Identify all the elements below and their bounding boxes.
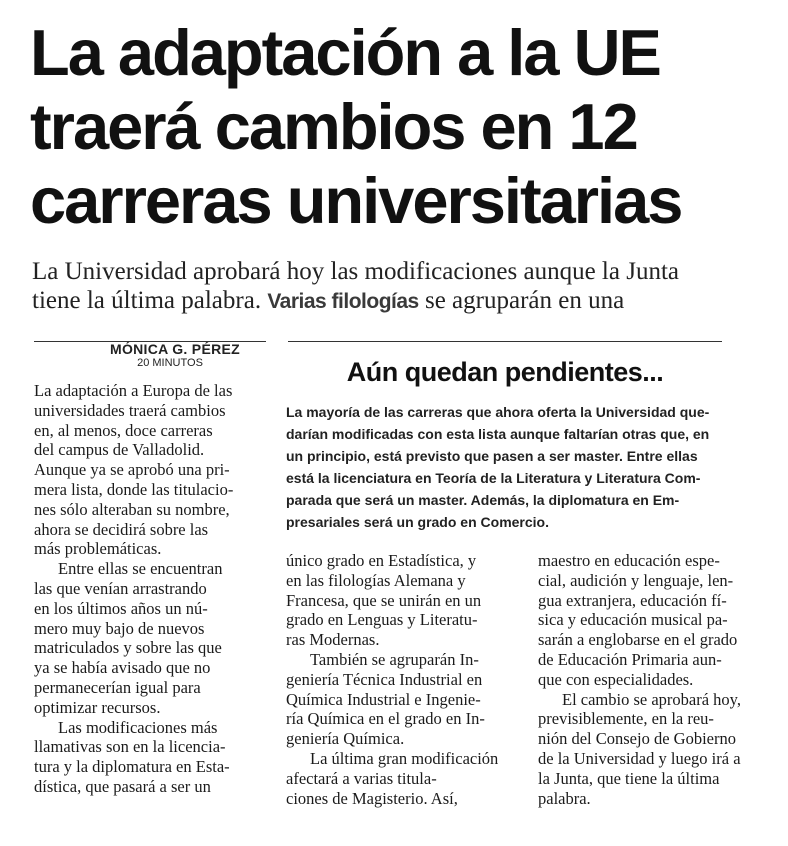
text-line: Las modificaciones más bbox=[58, 717, 218, 737]
body-column-2 bbox=[286, 551, 518, 808]
headline-line: carreras universitarias bbox=[30, 164, 682, 237]
text-line: grado en Lenguas y Literatu- bbox=[286, 610, 478, 630]
text-line: El cambio se aprobará hoy, bbox=[562, 689, 741, 709]
text-line: ya se había avisado que no bbox=[34, 658, 211, 678]
sidebar-line: está la licenciatura en Teoría de la Literatura y Literatura Com- bbox=[286, 470, 701, 486]
body-column-3 bbox=[538, 551, 774, 808]
sidebar-line: un principio, está previsto que pasen a ser master. Entre ellas bbox=[286, 448, 698, 464]
text-line: geniería Química. bbox=[286, 729, 405, 749]
sidebar-line: parada que será un master. Además, la diplomatura en Em- bbox=[286, 492, 680, 508]
headline-line: La adaptación a la UE bbox=[30, 16, 660, 89]
byline bbox=[34, 341, 266, 370]
text-line: único grado en Estadística, y bbox=[286, 551, 477, 570]
subhead-line-1: La Universidad aprobará hoy las modificaciones aunque la Junta bbox=[32, 258, 679, 285]
headline-line: traerá cambios en 12 bbox=[30, 90, 637, 163]
text-line: sica y educación musical pa- bbox=[538, 610, 728, 630]
body-column-1 bbox=[34, 381, 266, 797]
text-line: ría Química en el grado en In- bbox=[286, 709, 485, 729]
text-line: Aunque ya se aprobó una pri- bbox=[34, 460, 230, 480]
text-line: las que venían arrastrando bbox=[34, 578, 207, 598]
text-line: Entre ellas se encuentran bbox=[58, 559, 223, 579]
text-line: que con especialidades. bbox=[538, 669, 694, 689]
text-line: nes sólo alteraban su nombre, bbox=[34, 499, 230, 519]
text-line: afectará a varias titula- bbox=[286, 768, 437, 788]
text-line: llamativas son en la licencia- bbox=[34, 737, 226, 757]
text-line: universidades traerá cambios bbox=[34, 400, 226, 420]
text-line: nión del Consejo de Gobierno bbox=[538, 729, 736, 749]
text-line: previsiblemente, en la reu- bbox=[538, 709, 714, 729]
text-line: dística, que pasará a ser un bbox=[34, 776, 211, 796]
text-line: más problemáticas. bbox=[34, 539, 162, 559]
text-line: de Educación Primaria aun- bbox=[538, 649, 722, 669]
byline-source: 20 MINUTOS bbox=[137, 357, 203, 369]
subhead-highlight: Varias filologías bbox=[267, 290, 419, 313]
text-line: gua extranjera, educación fí- bbox=[538, 590, 727, 610]
text-line: ahora se decidirá sobre las bbox=[34, 519, 209, 539]
byline-author: MÓNICA G. PÉREZ bbox=[110, 341, 240, 357]
sidebar-line: La mayoría de las carreras que ahora oferta la Universidad que- bbox=[286, 404, 710, 420]
text-line: de la Universidad y luego irá a bbox=[538, 748, 741, 768]
text-line: en las filologías Alemana y bbox=[286, 570, 466, 590]
sidebar-line: presariales será un grado en Comercio. bbox=[286, 514, 549, 530]
text-line: sarán a englobarse en el grado bbox=[538, 630, 738, 650]
text-line: ciones de Magisterio. Así, bbox=[286, 788, 458, 808]
text-line: Química Industrial e Ingenie- bbox=[286, 689, 481, 709]
text-line: cial, audición y lenguaje, len- bbox=[538, 570, 734, 590]
headline bbox=[30, 16, 780, 238]
sidebar-divider bbox=[288, 341, 722, 342]
subhead-line-2 bbox=[32, 286, 772, 316]
text-line: permanecerían igual para bbox=[34, 677, 201, 697]
text-line: en, al menos, doce carreras bbox=[34, 420, 213, 440]
text-line: matriculados y sobre las que bbox=[34, 638, 222, 658]
sidebar-body bbox=[286, 401, 772, 533]
text-line: del campus de Valladolid. bbox=[34, 440, 205, 460]
text-line: mera lista, donde las titulacio- bbox=[34, 479, 234, 499]
text-line: También se agruparán In- bbox=[310, 649, 479, 669]
text-line: palabra. bbox=[538, 788, 591, 808]
text-line: mero muy bajo de nuevos bbox=[34, 618, 205, 638]
text-line: ras Modernas. bbox=[286, 630, 380, 650]
text-line: Francesa, que se unirán en un bbox=[286, 590, 482, 610]
text-line: tura y la diplomatura en Esta- bbox=[34, 757, 230, 777]
sidebar-line: darían modificadas con esta lista aunque faltarían otras que, en bbox=[286, 426, 710, 442]
text-line: geniería Técnica Industrial en bbox=[286, 669, 483, 689]
text-line: en los últimos años un nú- bbox=[34, 598, 208, 618]
sidebar-title: Aún quedan pendientes... bbox=[346, 357, 664, 387]
subhead-text: se agruparán en una bbox=[418, 287, 625, 314]
text-line: La adaptación a Europa de las bbox=[34, 381, 233, 400]
text-line: optimizar recursos. bbox=[34, 697, 161, 717]
subhead-text: tiene la última palabra. bbox=[32, 287, 268, 314]
text-line: maestro en educación espe- bbox=[538, 551, 720, 570]
text-line: la Junta, que tiene la última bbox=[538, 768, 720, 788]
text-line: La última gran modificación bbox=[310, 748, 499, 768]
subheadline bbox=[32, 257, 772, 316]
